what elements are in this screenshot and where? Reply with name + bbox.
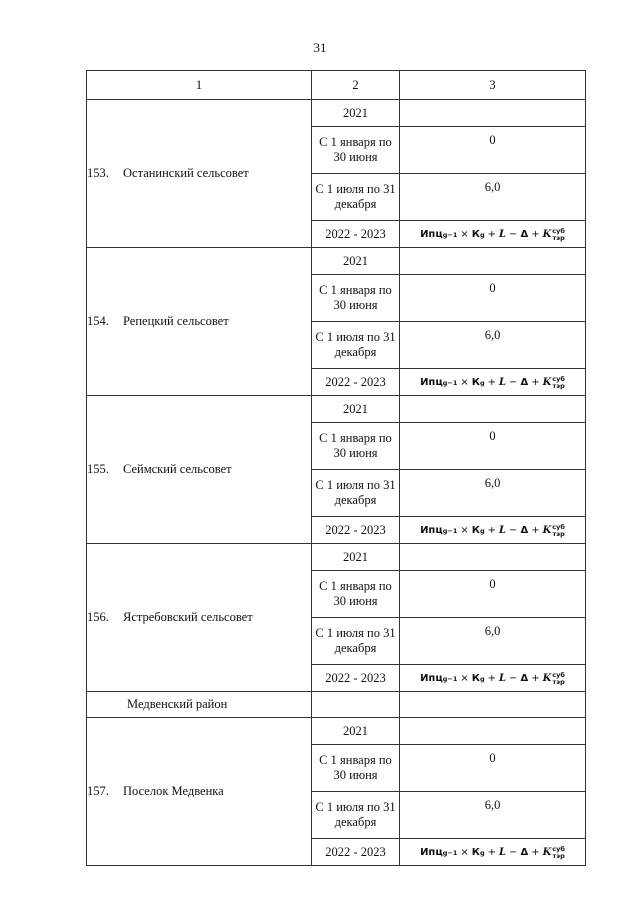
value-empty: [400, 544, 586, 571]
formula-plus-2: +: [531, 377, 540, 389]
formula-kt-sub: тэр: [552, 851, 565, 860]
header-row: [87, 71, 586, 100]
formula: [420, 846, 565, 860]
section-empty-2: [312, 692, 400, 718]
formula-ipc: Ипц: [420, 673, 443, 685]
value-first-half: 0: [400, 571, 586, 618]
region-number: 153.: [87, 166, 109, 180]
value-formula: [400, 839, 586, 866]
formula-k-sub: g: [479, 230, 485, 239]
table-row: [87, 718, 586, 745]
value-empty: [400, 100, 586, 127]
formula-ipc-sub: g−1: [442, 848, 458, 857]
formula-plus-1: +: [487, 525, 497, 537]
formula-ipc: Ипц: [420, 525, 443, 537]
period-range: 2022 - 2023: [312, 221, 400, 248]
formula-kt-sub: тэр: [552, 381, 565, 390]
formula-times: ×: [460, 525, 469, 537]
period-second-half: С 1 июля по 31 декабря: [312, 618, 400, 665]
region-number: 157.: [87, 784, 109, 798]
region-cell: [87, 100, 312, 248]
section-title: [87, 692, 312, 718]
region-cell: [87, 396, 312, 544]
formula-minus: −: [509, 847, 518, 859]
period-range: 2022 - 2023: [312, 517, 400, 544]
table-row: [87, 544, 586, 571]
period-year: 2021: [312, 100, 400, 127]
value-second-half: 6,0: [400, 618, 586, 665]
table-row: [87, 248, 586, 275]
header-col-2: 2: [312, 71, 400, 100]
value-second-half: 6,0: [400, 470, 586, 517]
period-second-half: С 1 июля по 31 декабря: [312, 322, 400, 369]
value-formula: [400, 369, 586, 396]
header-col-1: 1: [87, 71, 312, 100]
formula-ipc-sub: g−1: [442, 674, 458, 683]
formula-ipc: Ипц: [420, 229, 443, 241]
table-row: [87, 100, 586, 127]
formula-kt-sup: суб: [552, 844, 565, 853]
formula-plus-2: +: [531, 847, 540, 859]
formula-plus-2: +: [531, 525, 540, 537]
formula-times: ×: [460, 229, 469, 241]
period-second-half: С 1 июля по 31 декабря: [312, 174, 400, 221]
region-number: 156.: [87, 610, 109, 624]
formula-plus-1: +: [487, 847, 497, 859]
formula: [420, 524, 565, 538]
formula-plus-1: +: [487, 377, 497, 389]
value-second-half: 6,0: [400, 792, 586, 839]
value-formula: [400, 665, 586, 692]
formula-kt-sup: суб: [552, 374, 565, 383]
formula-kt: K: [542, 847, 552, 859]
formula-times: ×: [460, 847, 469, 859]
region-name: Ястребовский сельсовет: [123, 610, 253, 624]
formula-times: ×: [460, 377, 469, 389]
formula-minus: −: [509, 377, 518, 389]
formula-k-sub: g: [479, 378, 485, 387]
value-empty: [400, 718, 586, 745]
period-range: 2022 - 2023: [312, 369, 400, 396]
formula-ipc-sub: g−1: [442, 378, 458, 387]
formula-delta: Δ: [520, 525, 529, 537]
value-first-half: 0: [400, 745, 586, 792]
formula-k-sub: g: [479, 526, 485, 535]
formula-k: К: [471, 673, 480, 685]
region-name: Поселок Медвенка: [123, 784, 224, 798]
period-year: 2021: [312, 718, 400, 745]
formula-l: L: [499, 229, 507, 241]
formula-delta: Δ: [520, 673, 529, 685]
value-empty: [400, 396, 586, 423]
formula-k-sub: g: [479, 848, 485, 857]
period-first-half: С 1 января по 30 июня: [312, 127, 400, 174]
formula-kt: K: [542, 525, 552, 537]
formula-delta: Δ: [520, 847, 529, 859]
formula-kt: K: [542, 229, 552, 241]
formula: [420, 376, 565, 390]
period-year: 2021: [312, 248, 400, 275]
region-name: Останинский сельсовет: [123, 166, 249, 180]
header-col-3: 3: [400, 71, 586, 100]
section-row: [87, 692, 586, 718]
period-second-half: С 1 июля по 31 декабря: [312, 792, 400, 839]
formula-times: ×: [460, 673, 469, 685]
region-number: 154.: [87, 314, 109, 328]
value-first-half: 0: [400, 127, 586, 174]
value-first-half: 0: [400, 275, 586, 322]
period-first-half: С 1 января по 30 июня: [312, 275, 400, 322]
formula-minus: −: [509, 229, 518, 241]
formula-k: К: [471, 847, 480, 859]
region-cell: [87, 718, 312, 866]
region-name: Репецкий сельсовет: [123, 314, 229, 328]
formula-plus-2: +: [531, 229, 540, 241]
table-row: [87, 396, 586, 423]
formula-plus-1: +: [487, 673, 497, 685]
formula-k: К: [471, 525, 480, 537]
formula-minus: −: [509, 525, 518, 537]
region-number: 155.: [87, 462, 109, 476]
period-second-half: С 1 июля по 31 декабря: [312, 470, 400, 517]
period-range: 2022 - 2023: [312, 839, 400, 866]
formula-l: L: [499, 377, 507, 389]
formula-plus-2: +: [531, 673, 540, 685]
section-name: Медвенский район: [127, 697, 228, 711]
formula-l: L: [499, 673, 507, 685]
formula-kt-sub: тэр: [552, 233, 565, 242]
period-year: 2021: [312, 544, 400, 571]
formula-k: К: [471, 377, 480, 389]
tariff-table: [86, 70, 586, 866]
formula-kt: K: [542, 377, 552, 389]
period-range: 2022 - 2023: [312, 665, 400, 692]
period-first-half: С 1 января по 30 июня: [312, 745, 400, 792]
region-cell: [87, 248, 312, 396]
value-formula: [400, 221, 586, 248]
formula-k: К: [471, 229, 480, 241]
region-name: Сеймский сельсовет: [123, 462, 232, 476]
value-empty: [400, 248, 586, 275]
formula-kt-sub: тэр: [552, 677, 565, 686]
formula-kt: K: [542, 673, 552, 685]
formula-kt-sup: суб: [552, 670, 565, 679]
formula-minus: −: [509, 673, 518, 685]
formula-kt-sub: тэр: [552, 529, 565, 538]
page-number: 31: [313, 40, 327, 55]
formula-k-sub: g: [479, 674, 485, 683]
formula-kt-sup: суб: [552, 226, 565, 235]
section-empty-3: [400, 692, 586, 718]
formula-l: L: [499, 525, 507, 537]
formula-kt-sup: суб: [552, 522, 565, 531]
formula-l: L: [499, 847, 507, 859]
value-formula: [400, 517, 586, 544]
formula-ipc: Ипц: [420, 377, 443, 389]
formula-ipc-sub: g−1: [442, 526, 458, 535]
period-year: 2021: [312, 396, 400, 423]
value-second-half: 6,0: [400, 174, 586, 221]
formula: [420, 228, 565, 242]
region-cell: [87, 544, 312, 692]
formula-delta: Δ: [520, 229, 529, 241]
formula: [420, 672, 565, 686]
value-second-half: 6,0: [400, 322, 586, 369]
formula-ipc: Ипц: [420, 847, 443, 859]
formula-plus-1: +: [487, 229, 497, 241]
period-first-half: С 1 января по 30 июня: [312, 423, 400, 470]
period-first-half: С 1 января по 30 июня: [312, 571, 400, 618]
formula-ipc-sub: g−1: [442, 230, 458, 239]
formula-delta: Δ: [520, 377, 529, 389]
value-first-half: 0: [400, 423, 586, 470]
